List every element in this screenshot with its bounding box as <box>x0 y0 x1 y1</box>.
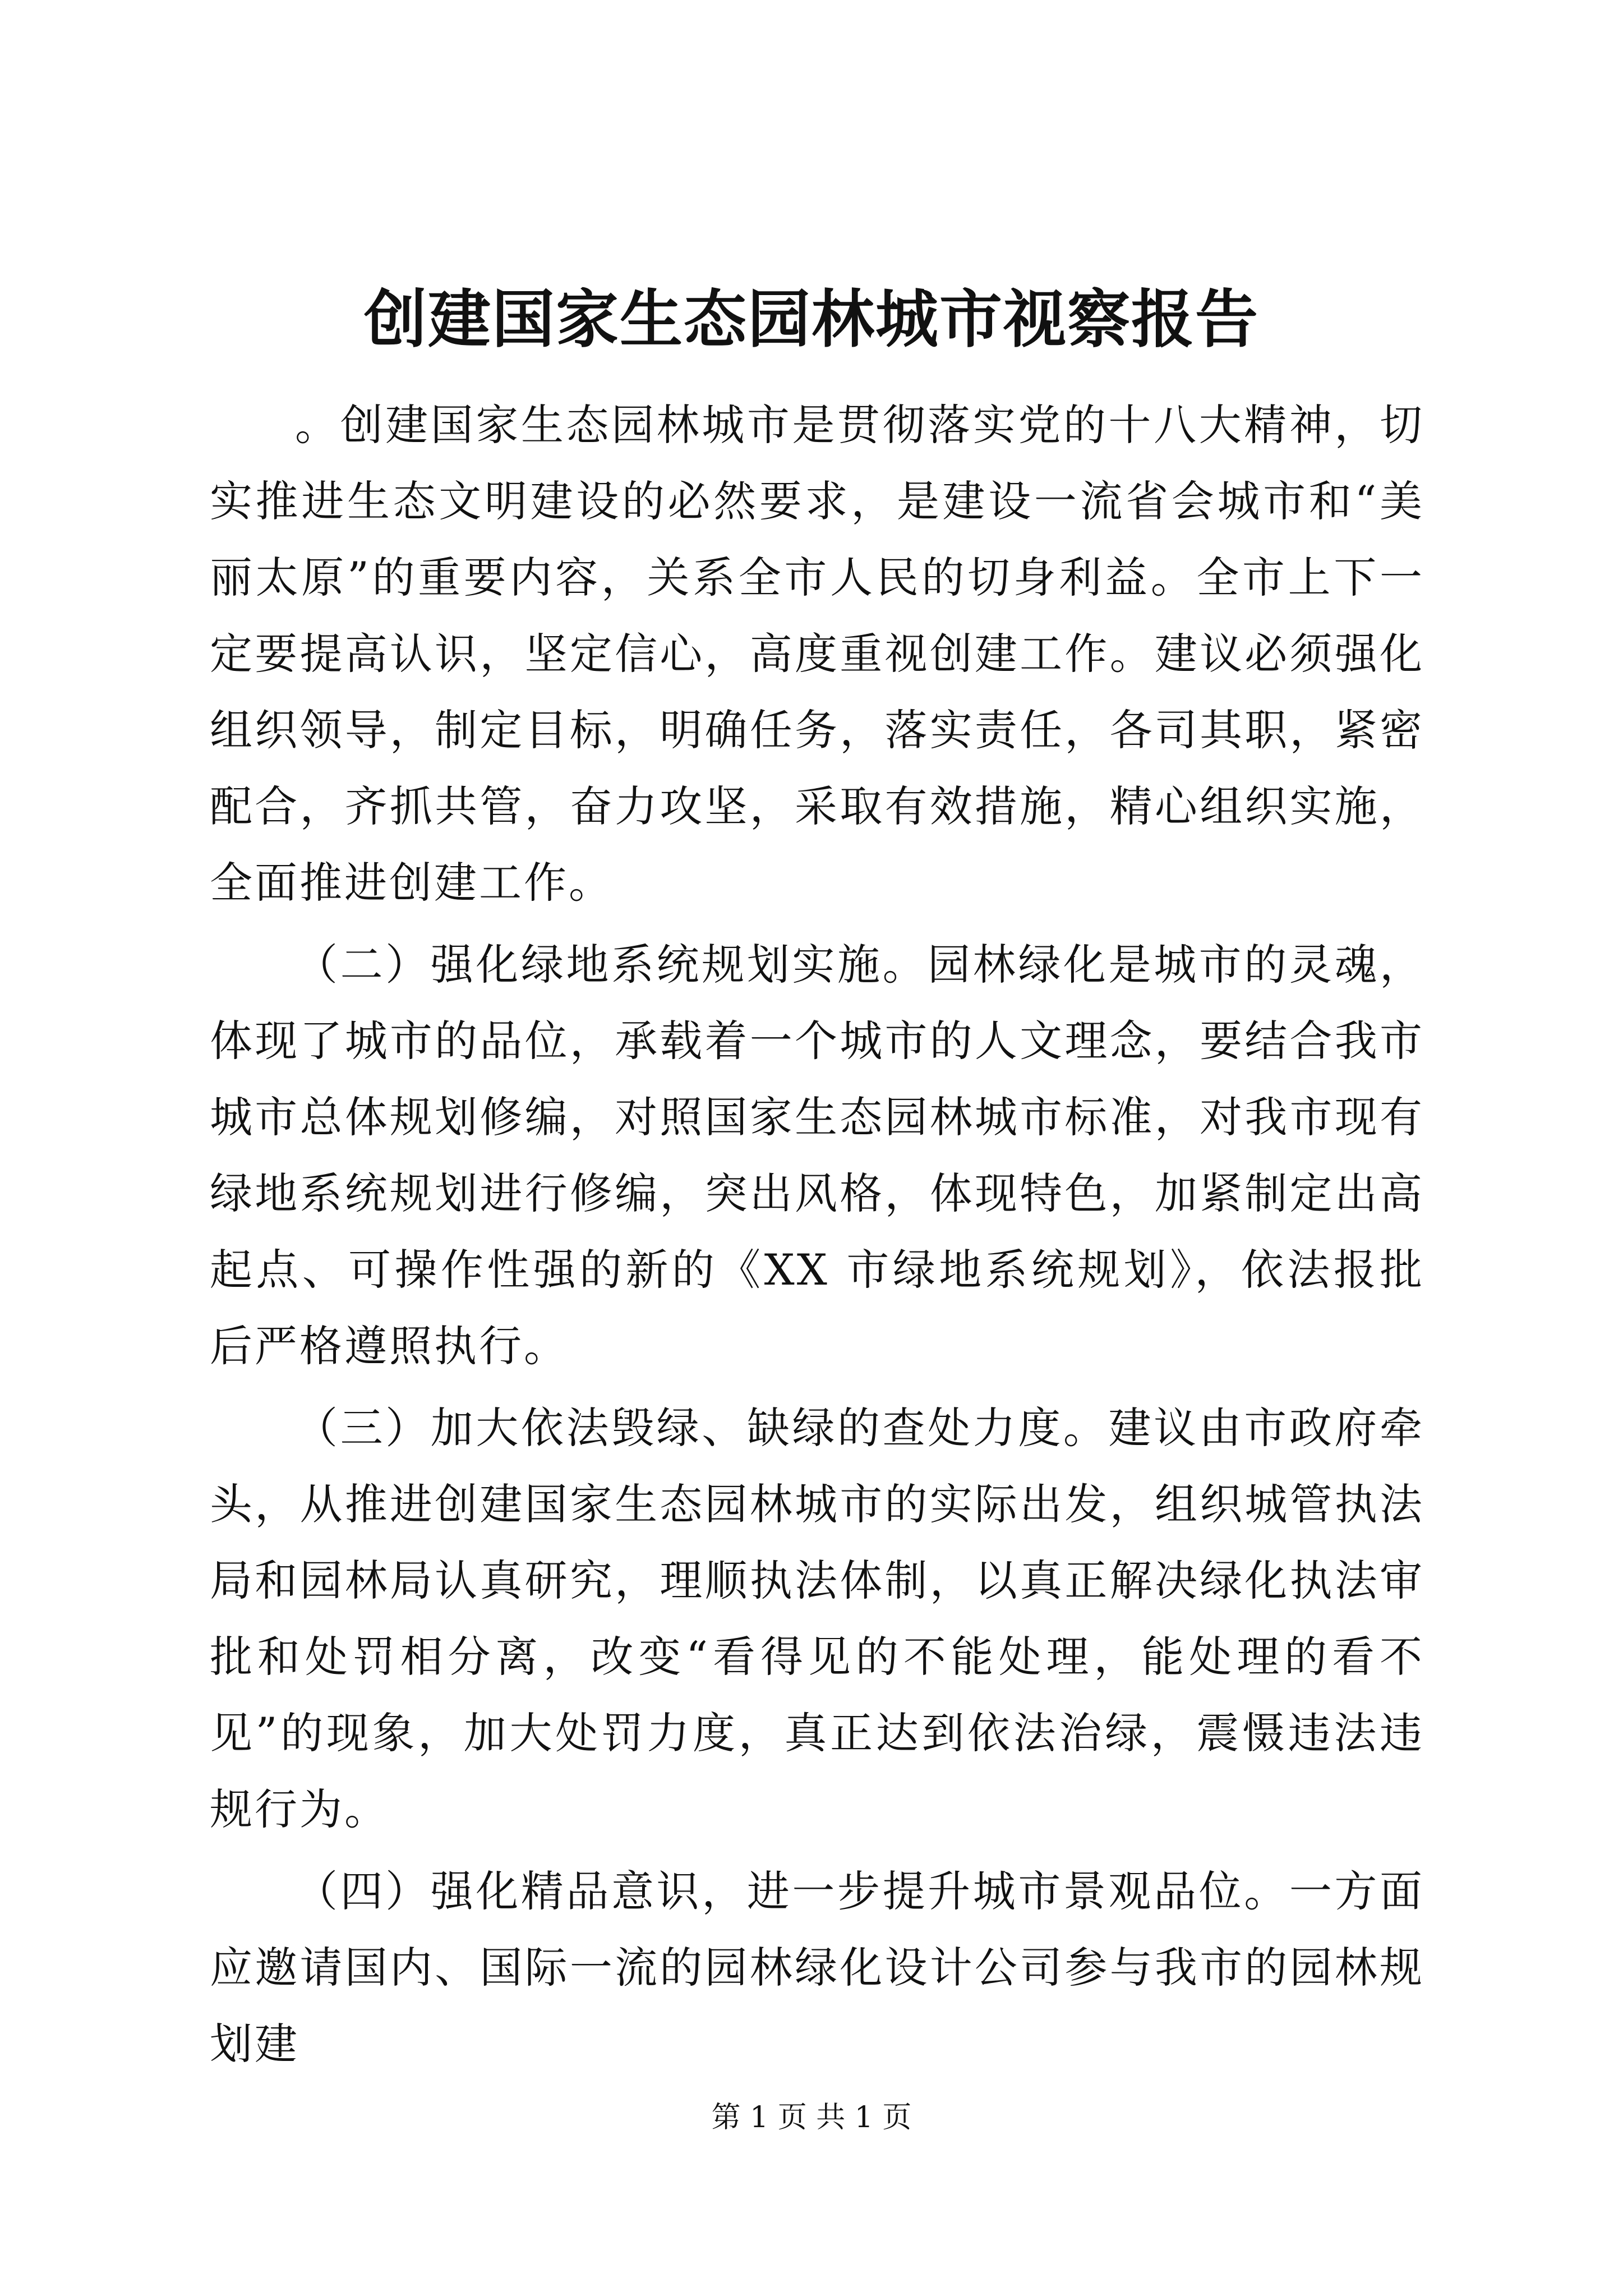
paragraph-4: （四）强化精品意识，进一步提升城市景观品位。一方面应邀请国内、国际一流的园林绿化设计公司参与我市的园林规划建 <box>210 1866 1424 2069</box>
paragraph-2: （二）强化绿地系统规划实施。园林绿化是城市的灵魂，体现了城市的品位，承载着一个城市的人文理念，要结合我市城市总体规划修编，对照国家生态园林城市标准，对我市现有绿地系统规划进行修编，突出风格，体现特色，加紧制定出高起点、可操作性强的新的《XX 市绿地系统规划》，依法报批后严格遵照执行。 <box>210 940 1424 1371</box>
paragraph-1: 。创建国家生态园林城市是贯彻落实党的十八大精神，切实推进生态文明建设的必然要求，是建设一流省会城市和“美丽太原”的重要内容，关系全市人民的切身利益。全市上下一定要提高认识，坚定信心，高度重视创建工作。建议必须强化组织领导，制定目标，明确任务，落实责任，各司其职，紧密配合，齐抓共管，奋力攻坚，采取有效措施，精心组织实施，全面推进创建工作。 <box>210 400 1424 908</box>
document-title: 创建国家生态园林城市视察报告 <box>364 283 1259 356</box>
paragraph-3: （三）加大依法毁绿、缺绿的查处力度。建议由市政府牵头，从推进创建国家生态园林城市的实际出发，组织城管执法局和园林局认真研究，理顺执法体制，以真正解决绿化执法审批和处罚相分离，改变“看得见的不能处理，能处理的看不见”的现象，加大处罚力度，真正达到依法治绿，震慑违法违规行为。 <box>210 1403 1424 1834</box>
document-body <box>210 387 1424 2088</box>
page-footer: 第 1 页 共 1 页 <box>711 2101 912 2134</box>
